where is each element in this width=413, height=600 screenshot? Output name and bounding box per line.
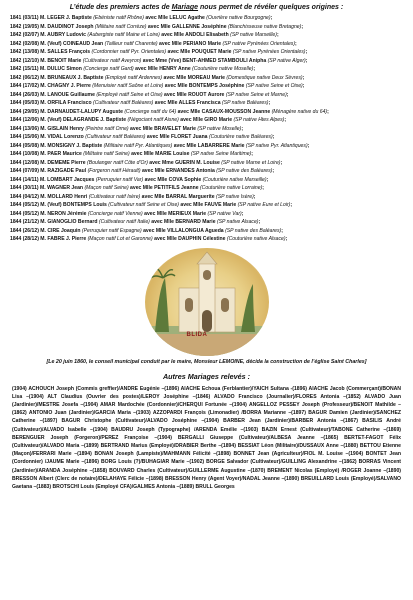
entry-groom-occupation: (Cultivateur natif Aveyron) [82,57,142,64]
entry-groom-occupation: (Maçon natif Lot et Garonne) [87,236,153,242]
entry-groom-occupation: (Forgeron natif Hérault) [87,168,141,174]
entry-end: ; [295,40,297,47]
photo-city-label: BLIDA [186,331,208,338]
marriage-entry [10,218,403,227]
entry-end: ; [327,108,329,115]
entry-groom-occupation: (Concierge natif du 64) [124,108,177,115]
entry-end: ; [305,49,308,55]
entry-end: ; [301,23,304,30]
marriage-entry [10,159,403,168]
entry-bride: avec Mlle MOREAU Marie [162,74,227,81]
entry-groom-occupation: (Militaire natif Seine) [83,151,130,157]
heading-underlined-word: Mariage [171,4,199,11]
heading-before: L’étude des premiers actes de [69,4,172,11]
marriage-entry [10,14,403,23]
entry-groom-occupation: (Perruquier natif Var) [95,176,144,183]
marriage-entry [10,193,403,202]
entry-bride: avec Mlle VILLALONGUA Agueda [141,227,226,234]
other-marriages-text: (1904) ACHOUCH Joseph (Commis greffier)/ANDRE Eugénie –(1896) AIACHE Echoua (Ferblantier)/YAICH Sultana -(1896) AIACHE Jacob (Commerçant)/BONAN Lisa –(1904) ALT Claudius (Ouvrier des postes)/LEROY Joséphine –(1846) ALVADO Francisco (Journalier)/FLORES Antonia –(1852) ALVADO Juan (Jardinier)/MESTRE Josefa –(1904) AMAR Mardochée (Cordonnier)/CHERQUI Fortunée –(1904) ANGELLOZ PESSEY Joseph (Professeur)/BENOIT Mathilde –(1862) ANTONIO Juan (Jardinier)/GARCIA Maria –(1903) AZZOPARDI François (Limonadier) /BORRA Marianne –(1897) BAGUR Damien (Jardinier)/SANCHEZ Catherine –(1897) BAGUR Christophe (Cultivateur)/ALVADO Joséphine –(1904) BARBER Jean (Jardinier)/BARBER Antonia –(1867) BASILIS André (Cultivateur)/ALVADO Isabelle –(1904) BAUDRU Joseph (Typographe) /ARENDA Emélie –(1903) BAZIN Ernest (Cultivateur)/TABONE Catherine –(1869) BERENGUER Joseph (Forgeron)/PEREZ Françoise –(1904) BERGALLI Giuseppe (Cultivateur)/ALBESA Jeanne –(1865) BERTET-FAGOT Félix (Cultivateur)/ALVADO Maria –(1899) BERTRAND Marius (Employé)/DRABIER Berthe –(1894) BESSIAT Léon (Militaire)/DUSSAUX Anne –(1880) BETTOU Etienne (Maçon)/FERRARI Marie –(1894) BONAN Joseph (Lampiste)/MAHMANN Félicité –(1898) BONNET Jean (Agriculteur)/FIOL M. Louise –(1904) BONTET Jean (Cordonnier) /JAUME Marie –(1896) BORG Louis (?)/BUHAGIAR Marie –(1902) BORGE Salvador (Cultivateur)/GUILLING Alexandrine –(1862) BORRAS Vincent (Jardinier)/ARANDA Joséphine –(1858) BOUVARD Charles (Cultivateur)/GUILLERME Augustine –(1870) BREMENT Nicolas (Employé) /ROGER Joanne –(1890) BRESSON Albert (Clerc de notaire)/DELAHAYE Félicie –(1898) BRESSON Henry (Agent Voyer)/NADAL Jeanne –(1890) BREUILLARD Louis (Employé)/SALVANO Gaetana –(1883) BROTSCHI Louis (Employé CFA)/GALMES Antonia –(1889) BRULL Georges [12,385,401,490]
entry-end: ; [270,15,273,21]
entry-bride-occupation: (SP native Marne et Loire) [221,159,281,166]
marriage-entry [10,184,403,193]
entry-end: ; [241,210,244,217]
entry-bride: avec Mlle ROUOT Aurore [162,91,226,98]
entry-groom: 1842 (02/08) M. (Veuf) COINEAUD Jean [10,40,105,47]
entry-groom-occupation: (Cultivateur natif Seine et Oise) [108,202,179,208]
marriage-entry [10,48,403,57]
entry-bride-occupation: (SP native Pyrénées Orientales) [222,40,296,47]
entry-bride: avec Mlle BONTEMPS Joséphine [163,83,246,89]
heading-after: nous permet de révéler quelques origines : [198,4,344,11]
entry-bride-occupation: (Ménagère native du 64) [271,108,328,115]
entry-end: ; [268,100,271,106]
entry-groom: 1844 (05/08) M. MONSIGNY J. Baptiste [10,142,104,149]
marriage-entry [10,167,403,176]
marriage-entry [10,176,403,185]
entry-end: ; [285,236,288,242]
photo-container [10,248,403,356]
entry-groom-occupation: (Tailleur natif Charente) [104,40,158,47]
entry-bride: avec Mlle BRAVELET Marie [128,125,198,132]
entry-bride-occupation: (SP native Seine et Marne) [225,91,287,98]
entry-bride: avec Mme (Vve) BENT-AHMED STAMBOULI Anipha [141,57,268,64]
entry-groom: 1842 (06/12) M. BRUNEAUX J. Baptiste [10,74,105,81]
entry-groom-occupation: (Cultivateur natif Isère) [88,193,141,200]
marriage-entry [10,23,403,32]
photo-caption: [Le 20 juin 1860, le conseil municipal conduit par le maire, Monsieur LEMOINE, décida la construction de l’église Saint Charles] [46,358,367,365]
entry-groom: 1844 (13/06) M. GISLAIN Henry [10,125,86,132]
church-illustration [145,248,269,356]
entry-groom-occupation: (Militaire natif Corrèze) [94,23,147,30]
entry-groom-occupation: (Militaire natif Pyr. Atlantiques) [103,142,173,149]
marriage-entries-list [10,14,403,244]
entry-bride: avec Mlle CASAUX-MOUSSON Jeanne [176,108,272,115]
entry-bride-occupation: (SP native Isère) [216,193,254,200]
page-heading [10,4,403,11]
entry-groom: 1844 (10/08) M. PAER Maurice [10,151,84,157]
entry-bride-occupation: (Couturière native Alsace) [226,236,286,242]
entry-bride: avec Mlle ANDOLI Elisabeth [159,32,231,38]
marriage-entry [10,99,403,108]
entry-groom-occupation: (Menuisier natif Saône et Loire) [92,83,164,89]
entry-groom-occupation: (Perruquier natif Espagne) [81,227,142,234]
entry-end: ; [302,83,305,89]
entry-end: ; [280,159,283,166]
entry-groom-occupation: (Aubergiste natif Maine et Loire) [87,32,160,38]
entry-bride-occupation: (SP native Alger) [267,57,306,64]
entry-end: ; [276,32,279,38]
entry-end: ; [241,125,244,132]
entry-bride-occupation: (SP native Var) [207,210,242,217]
entry-bride-occupation: (Couturière native Lorraine) [199,185,263,191]
marriage-entry [10,91,403,100]
marriage-entry [10,108,403,117]
entry-bride: avec Mlle BARRAL Marguerite [140,193,217,200]
marriage-entry [10,133,403,142]
entry-bride-occupation: (Blanchisseuse native Bretagne) [227,23,302,30]
entry-bride: avec Mlle POUQUET Marie [166,49,233,55]
entry-bride: avec Mlle ERNANDES Antonia [140,168,217,174]
entry-bride: avec Mlle FLORET Juana [145,134,209,140]
entry-groom-occupation: (Cultivateur natif Baléares) [85,134,146,140]
marriage-entry [10,125,403,134]
entry-bride-occupation: (SP native Htes Alpes) [233,117,285,123]
entry-groom-occupation: (Ebéniste natif Rhône) [93,15,144,21]
entry-end: ; [307,142,310,149]
entry-end: ; [272,168,275,174]
entry-bride: avec Mlle COVA Sophie [143,176,203,183]
entry-bride: avec Mme GUERIN M. Louise [147,159,222,166]
entry-bride: avec Mlle MARIE Louise [129,151,191,157]
marriage-entry [10,210,403,219]
entry-groom-occupation: (Employé natif Ardennes) [104,74,163,81]
entry-bride-occupation: (Ouvrière native Bourgogne) [206,15,271,21]
entry-groom: 1844 (30/11) M. WAGNER Jean [10,185,85,191]
entry-groom: 1842 (13/08) M. SALLES François [10,49,92,55]
entry-bride-occupation: (SP native Eure et Loir) [237,202,291,208]
entry-groom: 1844 (21/12) M. GIANOGLIO Bernard [10,219,99,225]
entry-groom: 1844 (12/06) M. (Veuf) DELAGRANDE J. Baptiste [10,117,128,123]
entry-groom: 1841 (03/11) M. LEGER J. Baptiste [10,15,94,21]
entry-end: ; [272,134,275,140]
entry-bride-occupation: (Couturière native Moselle) [192,66,254,72]
marriage-entry [10,65,403,74]
entry-bride-occupation: (SP native Baléares) [221,100,269,106]
entry-bride-occupation: (SP native Alsace) [216,219,259,225]
entry-bride: avec Mlle PERIANO Marie [157,40,223,47]
entry-bride-occupation: (Couturière native Marseille) [202,176,267,183]
marriage-entry [10,40,403,49]
entry-bride-occupation: (SP native Marseille) [230,32,277,38]
entry-groom-occupation: (Peintre natif Orne) [85,125,129,132]
entry-end: ; [266,176,269,183]
entry-bride-occupation: (SP native des Baléares) [225,227,282,234]
entry-bride-occupation: (Couturière native Baléares) [208,134,273,140]
marriage-entry [10,31,403,40]
entry-bride: avec Mlle LABARRERE Marie [172,142,246,149]
entry-groom-occupation: (Négociant natif Aisne) [127,117,179,123]
entry-end: ; [253,66,256,72]
entry-bride-occupation: (SP native Moselle) [197,125,242,132]
entry-bride-occupation: (SP native Seine et Oise) [245,83,303,89]
entry-end: ; [258,219,261,225]
entry-end: ; [290,202,293,208]
marriage-entry [10,150,403,159]
entry-bride: avec Mlle FAUVE Marie [179,202,238,208]
entry-groom: 1844 (05/12) M. NERON Jérémie [10,210,88,217]
entry-groom: 1844 (26/03) M. LANOUE Guillaume [10,91,97,98]
entry-groom-occupation: (Employé natif Seine et Oise) [96,91,163,98]
entry-groom-occupation: (Concierge natif Gard) [83,66,134,72]
entry-bride-occupation: (SP native Pyrénées Orientales) [232,49,306,55]
entry-groom: 1844 (15/06) M. VIDAL Lorenzo [10,134,86,140]
entry-groom: 1842 (15/11) M. DULUC Simon [10,66,84,72]
other-marriages-heading: Autres Mariages relevés : [162,371,251,381]
marriage-entry [10,235,403,244]
entry-bride-occupation: (SP native des Baléares) [216,168,273,174]
entry-end: ; [302,74,305,81]
entry-groom: 1844 (07/09) M. RAZIGADE Paul [10,168,88,174]
entry-groom-occupation: (Concierge natif Vienne) [87,210,143,217]
church-postcard-image [145,248,269,356]
entry-groom: 1844 (28/12) M. FABRE J. Pierre [10,236,88,242]
marriage-entry [10,74,403,83]
entry-end: ; [253,193,256,200]
entry-groom: 1844 (12/08) M. DEMEME Pierre [10,159,88,166]
entry-groom: 1844 (26/12) M. CIRE Joaquin [10,227,82,234]
entry-bride: avec Mlle MERIEUX Marie [142,210,208,217]
entry-groom: 1842 (12/10) M. BENOIT Marie [10,57,83,64]
entry-bride-occupation: (SP native Pyr. Atlantiques) [245,142,308,149]
marriage-entry [10,201,403,210]
entry-bride: avec Mlle PETITFILS Jeanne [128,185,200,191]
entry-groom: 1844 (05/03) M. ORFILA Francisco [10,100,94,106]
entry-groom-occupation: (Cordonnier natif Pyr. Orientales) [91,49,167,55]
entry-bride: avec Mlle ALLES Francisca [153,100,222,106]
marriage-entry [10,57,403,66]
marriage-entry [10,227,403,236]
entry-bride: avec Mlle BERNARD Marie [149,219,217,225]
entry-groom-occupation: (Boulanger natif Côte d’Or) [87,159,148,166]
entry-groom: 1844 (29/05) M. DARNAUDET-LALUPY Auguste [10,108,125,115]
entry-bride: avec Mlle GIRO Marie [178,117,234,123]
entry-end: ; [305,57,308,64]
entry-bride-occupation: (SP native Seine Maritime) [190,151,252,157]
marriage-entry [10,116,403,125]
entry-groom-occupation: (Cultivateur natif Baléares) [93,100,154,106]
entry-bride: avec Mlle DAUPHIN Célestine [152,236,227,242]
entry-groom: 1844 (05/12) M. (Veuf) BONTEMPS Louis [10,202,109,208]
entry-bride: avec Mlle HENRY Anne [133,66,193,72]
marriage-entry [10,142,403,151]
entry-end: ; [281,227,283,234]
entry-groom-occupation: (Cultivateur natif Italie) [98,219,150,225]
entry-groom-occupation: (Maçon natif Seine) [84,185,129,191]
entry-bride: avec Mlle GALLENNE Joséphine [146,23,228,30]
entry-end: ; [262,185,264,191]
entry-end: ; [284,117,287,123]
entry-bride: avec Mlle LELUC Agathe [143,15,207,21]
entry-end: ; [251,151,253,157]
marriage-entry [10,82,403,91]
entry-groom: 1844 (14/11) M. LOMBART Jacques [10,176,96,183]
entry-groom: 1842 (19/05) M. DAUDINOT Joseph [10,23,95,30]
entry-bride-occupation: (Domestique native Deux Sèvres) [226,74,303,81]
entry-groom: 1844 (17/02) M. CHAGNY J. Pierre [10,83,93,89]
entry-groom: 1842 (02/07) M. AUBRY Ludovic [10,32,88,38]
entry-end: ; [286,91,289,98]
entry-groom: 1844 (04/12) M. MOLLARD Henri [10,193,89,200]
